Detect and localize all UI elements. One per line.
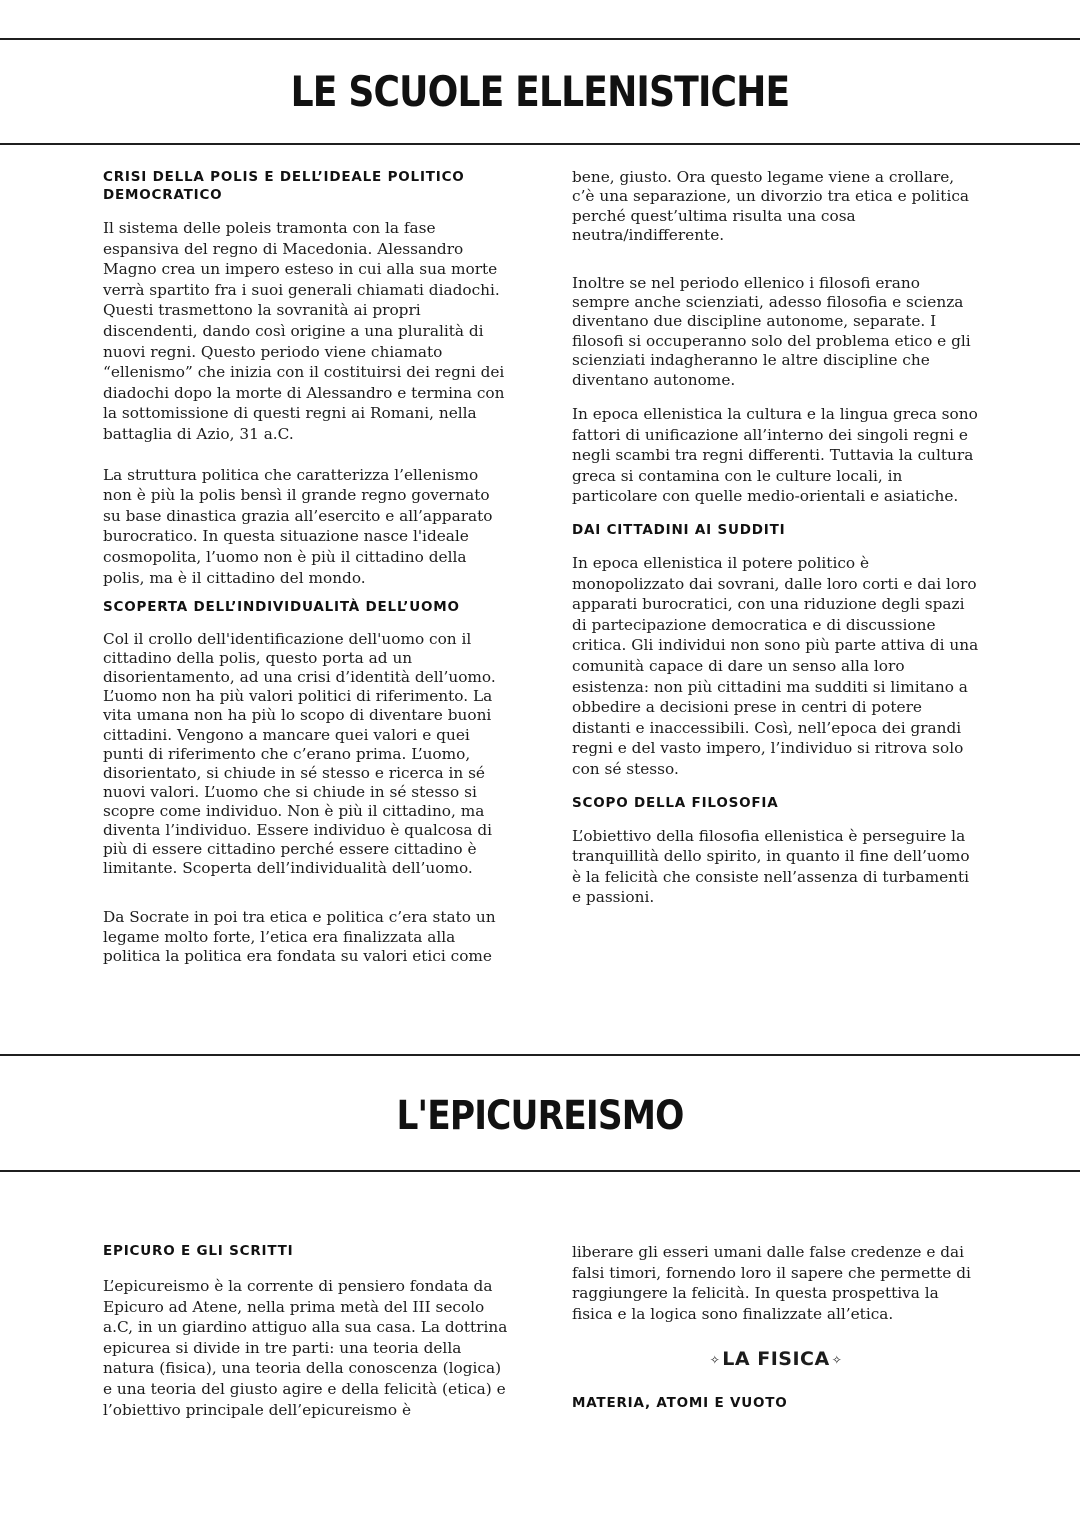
section2-left-column [103,1242,511,1442]
paragraph: Col il crollo dell'identificazione dell'uomo con il cittadino della polis, questo porta ad un disorientamento, ad una crisi d’identità dell’uomo. L’uomo non ha più valori politici di riferimento. La vita umana non ha più lo scopo di diventare buoni cittadini. Vengono a mancare quei valori e quei punti di riferimento che c’erano prima. L’uomo, disorientato, si chiude in sé stesso e ricerca in sé nuovi valori. L’uomo che si chiude in sé stesso si scopre come individuo. Non è più il cittadino, ma diventa l’individuo. Essere individuo è qualcosa di più di essere cittadino perché essere cittadino è limitante. Scoperta dell’individualità dell’uomo. [103,630,496,878]
section-heading: SCOPO DELLA FILOSOFIA [572,794,779,811]
paragraph: La struttura politica che caratterizza l’ellenismo non è più la polis bensì il grande regno governato su base dinastica grazia all’esercito e all’apparato burocratico. In questa situazione nasce l'ideale cosmopolita, l’uomo non è più il cittadino della polis, ma è il cittadino del mondo. [103,465,493,587]
paragraph: Da Socrate in poi tra etica e politica c’era stato un legame molto forte, l’etica era finalizzata alla politica la politica era fondata su valori etici come [103,908,496,966]
paragraph: Il sistema delle poleis tramonta con la fase espansiva del regno di Macedonia. Alessandro Magno crea un impero esteso in cui alla sua morte verrà spartito fra i suoi generali chiamati diadochi. Questi trasmettono la sovranità ai propri discendenti, dando così origine a una pluralità di nuovi regni. Questo periodo viene chiamato “ellenismo” che inizia con il costituirsi dei regni dei diadochi dopo la morte di Alessandro e termina con la sottomissione di questi regni ai Romani, nella battaglia di Azio, 31 a.C. [103,219,505,443]
paragraph: bene, giusto. Ora questo legame viene a crollare, c’è una separazione, un divorzio tra etica e politica perché quest’ultima risulta una cosa neutra/indifferente. [572,168,970,245]
subsection-title [572,1348,980,1370]
paragraph: Inoltre se nel periodo ellenico i filosofi erano sempre anche scienziati, adesso filosofia e scienza diventano due discipline autonome, separate. I filosofi si occuperanno solo del problema etico e gli scienziati indagheranno le altre discipline che diventano autonome. [572,273,971,389]
section-heading: MATERIA, ATOMI E VUOTO [572,1395,788,1412]
top-rule-1 [0,38,1080,40]
section-title: L'EPICUREISMO [396,1093,684,1139]
section-heading: SCOPERTA DELL’INDIVIDUALITÀ DELL’UOMO [103,599,460,616]
section2-right-column [572,1242,980,1428]
subsection-title-text: LA FISICA [722,1348,830,1371]
star-icon: ✧ [831,1352,843,1367]
paragraph: L’obiettivo della filosofia ellenistica è perseguire la tranquillità dello spirito, in quanto il fine dell’uomo è la felicità che consiste nell’assenza di turbamenti e passioni. [572,826,970,907]
bottom-rule-1 [0,143,1080,145]
page-title: LE SCUOLE ELLENISTICHE [290,67,790,116]
bottom-rule-2 [0,1170,1080,1172]
section1-right-column [572,168,980,930]
paragraph: liberare gli esseri umani dalle false credenze e dai falsi timori, fornendo loro il sapere che permette di raggiungere la felicità. In questa prospettiva la fisica e la logica sono finalizzate all’etica. [572,1243,971,1323]
star-icon: ✧ [709,1352,721,1367]
section-heading: CRISI DELLA POLIS E DELL’IDEALE POLITICO DEMOCRATICO [103,169,465,203]
paragraph: In epoca ellenistica il potere politico è monopolizzato dai sovrani, dalle loro corti e dai loro apparati burocratici, con una riduzione degli spazi di partecipazione democratica e di discussione critica. Gli individui non sono più parte attiva di una comunità capace di dare un senso alla loro esistenza: non più cittadini ma sudditi si limitano a obbedire a decisioni prese in centri di potere distanti e inaccessibili. Così, nell’epoca dei grandi regni e del vasto impero, l’individuo si ritrova solo con sé stesso. [572,554,979,778]
paragraph: In epoca ellenistica la cultura e la lingua greca sono fattori di unificazione all’interno dei singoli regni e negli scambi tra regni differenti. Tuttavia la cultura greca si contamina con le culture locali, in particolare con quelle medio-orientali e asiatiche. [572,405,978,506]
section1-left-column [103,168,511,989]
top-rule-2 [0,1054,1080,1056]
section-heading: DAI CITTADINI AI SUDDITI [572,522,786,539]
paragraph: L’epicureismo è la corrente di pensiero fondata da Epicuro ad Atene, nella prima metà del III secolo a.C, in un giardino attiguo alla sua casa. La dottrina epicurea si divide in tre parti: una teoria della natura (fisica), una teoria della conoscenza (logica) e una teoria del giusto agire e della felicità (etica) e l’obiettivo principale dell’epicureismo è [103,1277,508,1419]
section-heading: EPICURO E GLI SCRITTI [103,1243,294,1259]
